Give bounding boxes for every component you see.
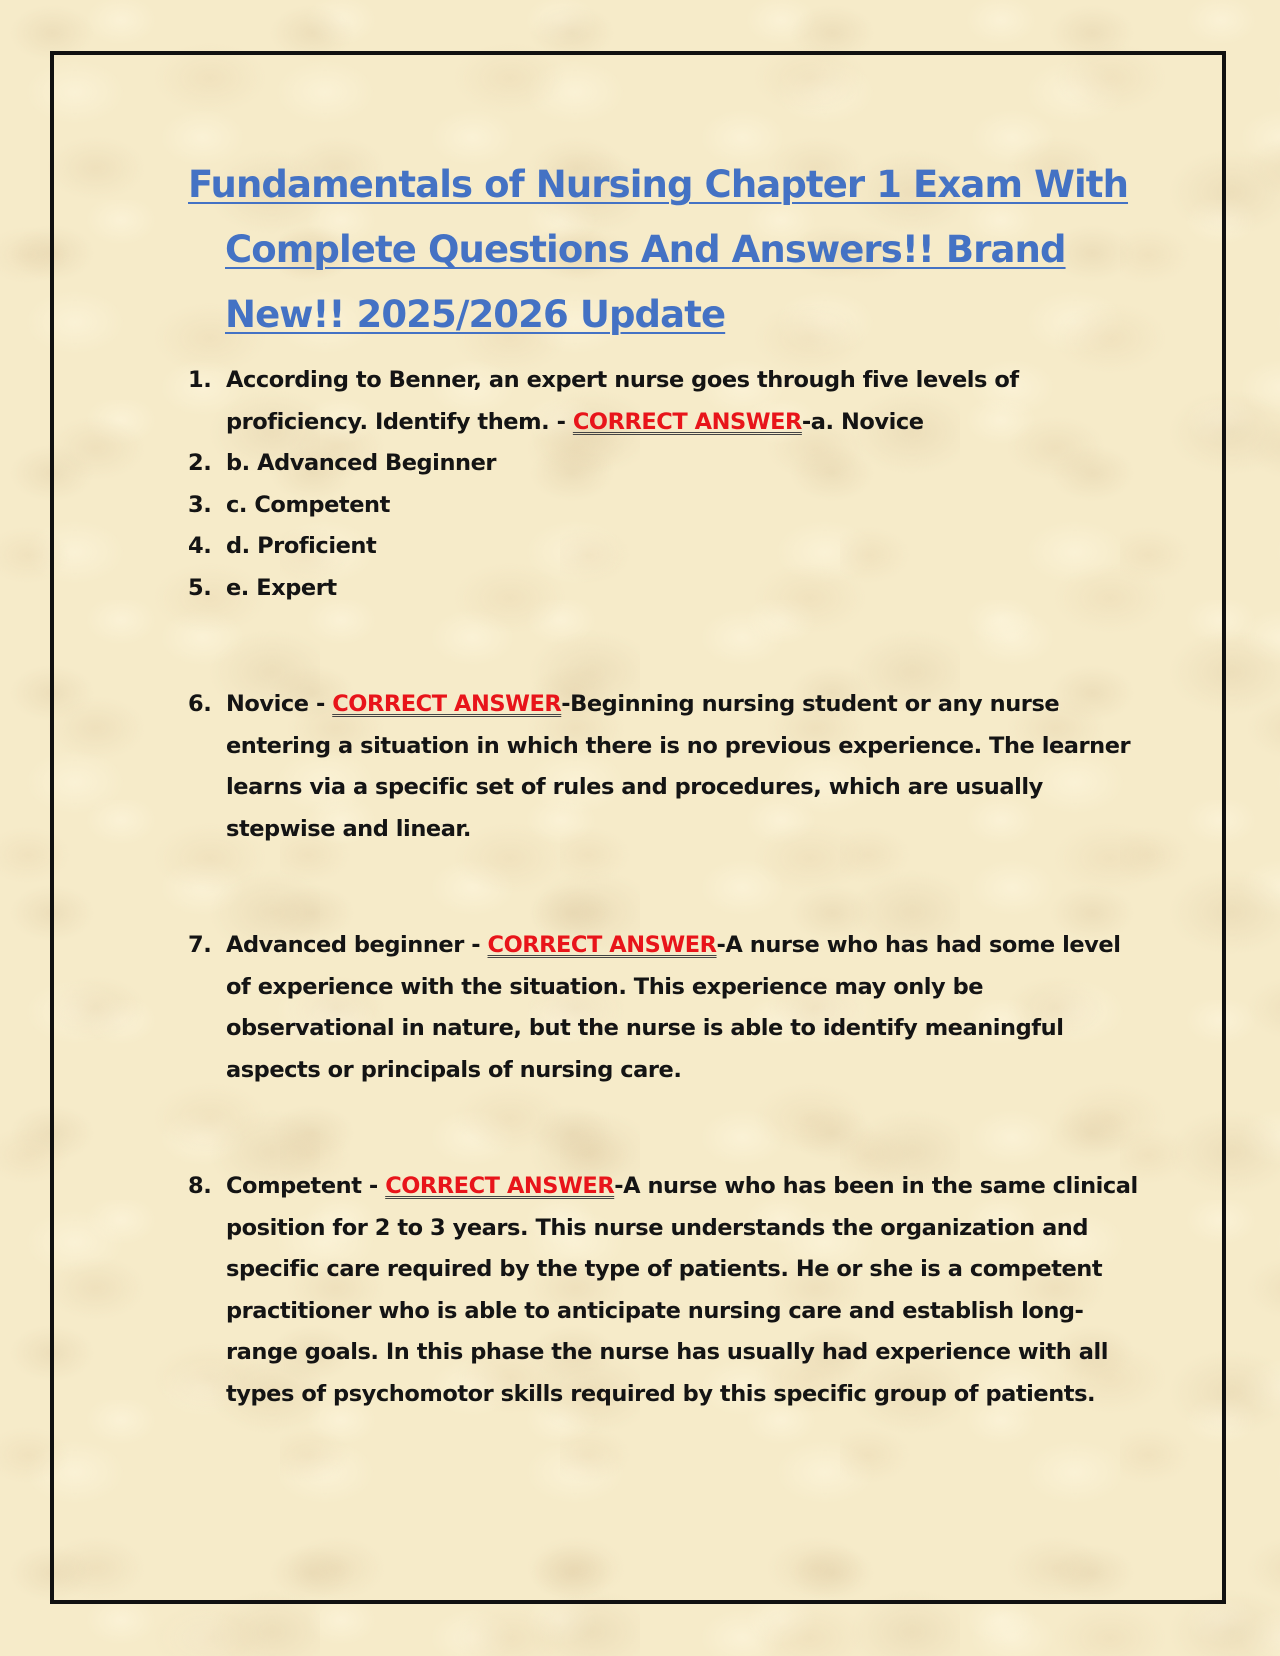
answer-text: -A nurse who has been in the same clinical position for 2 to 3 years. This nurse understands the organization and specific care required by the type of patients. He or she is a competent practitioner who is able to anticipate nursing care and establish long-range goals. In this phase the nurse has usually had experience with all types of psychomotor skills required by this specific group of patients. [226, 1173, 1138, 1407]
question-text: Competent - [226, 1173, 386, 1199]
answer-text: -A nurse who has had some level of experience with the situation. This experience may only be observational in nature, but the nurse is able to identify meaningful aspects or principals of nursing care. [226, 932, 1121, 1083]
qa-item-8 [188, 1166, 1138, 1415]
item-number: 8. [188, 1173, 212, 1199]
qa-list [188, 360, 1138, 1415]
correct-answer-marker: CORRECT ANSWER [332, 691, 562, 717]
qa-item-7 [188, 925, 1138, 1091]
item-text: e. Expert [226, 574, 337, 601]
item-number: 4. [188, 533, 212, 559]
qa-item-4 [188, 526, 1138, 568]
answer-text: -Beginning nursing student or any nurse entering a situation in which there is no previous experience. The learner learns via a specific set of rules and procedures, which are usually stepwise and linear. [226, 691, 1131, 842]
item-number: 3. [188, 491, 212, 518]
item-number: 7. [188, 932, 212, 958]
item-text: b. Advanced Beginner [226, 450, 497, 476]
item-number: 2. [188, 450, 212, 476]
document-title: Fundamentals of Nursing Chapter 1 Exam With Complete Questions And Answers!! Brand New!! 2025/2026 Update [188, 163, 1129, 336]
correct-answer-marker: CORRECT ANSWER [487, 932, 717, 958]
item-text: d. Proficient [226, 533, 377, 559]
item-text: c. Competent [226, 491, 390, 518]
qa-item-1 [188, 360, 1138, 443]
item-number: 6. [188, 691, 212, 717]
item-number: 1. [188, 367, 212, 393]
correct-answer-marker: CORRECT ANSWER [572, 408, 802, 435]
question-text: According to Benner, an expert nurse goes through five levels of proficiency. Identify them. - [226, 367, 1019, 435]
qa-item-3 [188, 485, 1138, 527]
qa-item-6 [188, 684, 1138, 850]
item-number: 5. [188, 574, 212, 601]
answer-text: -a. Novice [801, 408, 924, 435]
qa-item-2 [188, 443, 1138, 485]
question-text: Novice - [226, 691, 333, 717]
question-text: Advanced beginner - [226, 932, 488, 958]
qa-item-5 [188, 568, 1138, 610]
correct-answer-marker: CORRECT ANSWER [385, 1173, 615, 1199]
